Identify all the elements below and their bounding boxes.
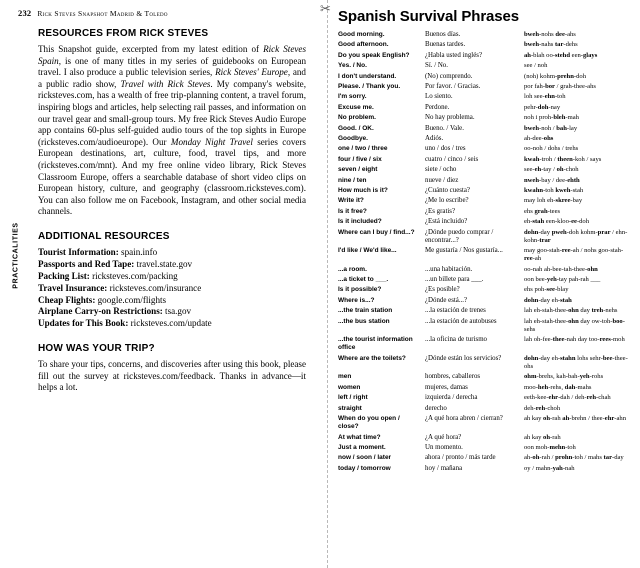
phrase-english: one / two / three [338, 145, 388, 153]
phrase-spanish: Un momento. [425, 443, 463, 451]
phrase-pronunciation: deh-reh-choh [524, 404, 561, 412]
phrase-spanish: derecho [425, 404, 447, 412]
table-row [338, 175, 634, 185]
phrase-spanish: Perdone. [425, 103, 450, 111]
table-row [338, 354, 634, 373]
phrase-spanish: hoy / mañana [425, 464, 463, 472]
phrase-pronunciation: dohn-day eh-stahn lohs sehr-bee-thee-ohs [524, 354, 628, 371]
phrase-pronunciation: kwahn-toh kweh-stah [524, 186, 584, 194]
resource-label: Cheap Flights: [38, 294, 96, 305]
phrase-english: Good afternoon. [338, 41, 389, 49]
phrase-english: Good. / OK. [338, 124, 374, 132]
table-row [338, 92, 634, 102]
phrase-spanish: Adiós. [425, 135, 444, 142]
table-row [338, 285, 634, 295]
phrase-pronunciation: lah eh-stah-thee-ohn day treh-nehs [524, 307, 618, 315]
table-row [338, 317, 634, 336]
scissors-icon: ✂ [320, 1, 331, 16]
phrase-spanish: (No) comprendo. [425, 72, 473, 80]
phrase-spanish: Buenos días. [425, 31, 461, 39]
phrase-english: left / right [338, 394, 368, 402]
phrase-pronunciation: ah-blah oo-stehd een-glays [524, 51, 598, 59]
phrase-pronunciation: see-eh-tay / oh-choh [524, 166, 579, 174]
table-row [338, 433, 634, 443]
table-row [338, 124, 634, 134]
resource-value: spain.info [118, 246, 158, 257]
phrase-spanish: ¿Está incluido? [425, 218, 468, 226]
phrases-table [338, 30, 634, 474]
phrase-english: straight [338, 404, 362, 412]
table-row [338, 207, 634, 217]
phrase-pronunciation: lah oh-fee-thee-nah day too-rees-moh [524, 336, 625, 344]
table-row [338, 103, 634, 113]
phrase-english: four / five / six [338, 155, 382, 163]
phrase-english: ...the tourist information office [338, 336, 413, 352]
phrase-pronunciation: ehs grah-tees [524, 207, 561, 215]
table-row [338, 383, 634, 393]
phrase-pronunciation: oo-noh / dohs / trehs [524, 145, 579, 153]
table-row [338, 443, 634, 453]
phrase-english: Do you speak English? [338, 51, 410, 59]
phrase-pronunciation: ah kay oh-rah ah-brehn / thee-ehr-ahn [524, 415, 627, 422]
phrase-pronunciation: bweh-nahs tar-dehs [524, 41, 578, 49]
table-row [338, 275, 634, 285]
phrase-spanish: ¿Cuánto cuesta? [425, 186, 470, 194]
table-row [338, 165, 634, 175]
phrase-pronunciation: may loh eh-skree-bay [524, 197, 583, 205]
phrase-english: nine / ten [338, 176, 367, 184]
phrase-english: ...a room. [338, 265, 367, 273]
table-row [338, 265, 634, 275]
phrase-spanish: ¿Me lo escribe? [425, 197, 469, 205]
table-row [338, 414, 634, 433]
phrase-english: today / tomorrow [338, 464, 391, 472]
list-item [38, 283, 306, 295]
table-row [338, 227, 634, 246]
table-row [338, 134, 634, 144]
phrase-english: I'm sorry. [338, 93, 367, 101]
phrase-spanish: mujeres, damas [425, 383, 468, 391]
resource-value: travel.state.gov [134, 258, 193, 269]
chapter-tab: PRACTICALITIES [12, 222, 20, 289]
phrase-pronunciation: may goo-stah-ree-ah / nohs goo-stah-ree-ah [524, 247, 624, 263]
resources-paragraph: This Snapshot guide, excerpted from my latest edition of Rick Steves Spain, is one of many titles in my series of guidebooks on European travel. I also produce a public television series, Rick Steves' Europe, and a public radio show, Travel with Rick Steves. My company's website, ricksteves.com, has a wealth of free trip-planning content, a travel forum, inspiring blogs and articles, help selecting rail passes, and information on our travel gear and small-group tours. My free Rick Steves Audio Europe app contains 60-plus self-guided audio tours of the top sights in Europe (ricksteves.com/audioeurope). Our Monday Night Travel series covers European destinations, art, culture, food, travel tips, and more (ricksteves.com/mnt). And my free online video library, Rick Steves Classroom Europe, offers a searchable database of short video clips on European history, culture, and geography (classroom.ricksteves.com). You can also follow me on Facebook, Instagram, and other social media channels. [38, 44, 306, 217]
right-page [336, 0, 636, 568]
phrase-pronunciation: eeth-kee-ehr-dah / deh-reh-chah [524, 394, 611, 402]
phrase-spanish: Bueno. / Vale. [425, 124, 464, 132]
phrase-pronunciation: ah kay oh-rah [524, 433, 561, 441]
phrase-english: Goodbye. [338, 135, 368, 142]
phrase-pronunciation: loh see-ehn-toh [524, 93, 566, 101]
phrase-english: Just a moment. [338, 443, 386, 451]
table-row [338, 246, 634, 265]
phrase-english: I'd like / We'd like... [338, 247, 397, 255]
section-title-resources: RESOURCES FROM RICK STEVES [38, 28, 209, 39]
resource-value: tsa.gov [162, 306, 192, 317]
phrase-english: ...the bus station [338, 317, 390, 325]
phrase-spanish: ...la oficina de turismo [425, 336, 487, 344]
table-row [338, 464, 634, 474]
phrase-pronunciation: por fah-bor / grah-thee-ahs [524, 83, 596, 91]
phrase-spanish: Lo siento. [425, 93, 453, 101]
table-row [338, 72, 634, 82]
table-row [338, 296, 634, 306]
table-row [338, 40, 634, 50]
resource-label: Tourist Information: [38, 246, 119, 257]
phrase-pronunciation: dohn-day eh-stah [524, 296, 572, 304]
phrase-spanish: ...una habitación. [425, 265, 473, 273]
phrase-spanish: Me gustaría / Nos gustaría... [425, 247, 503, 255]
phrase-pronunciation: bweh-nohs dee-ahs [524, 31, 576, 39]
table-row [338, 404, 634, 414]
phrase-pronunciation: see / noh [524, 62, 548, 70]
phrase-spanish: ¿A qué hora? [425, 433, 462, 441]
phrase-spanish: ¿Dónde está...? [425, 296, 468, 304]
table-row [338, 393, 634, 403]
phrase-spanish: ¿Habla usted inglés? [425, 51, 483, 59]
phrase-english: Please. / Thank you. [338, 83, 401, 91]
phrase-pronunciation: oon moh-mehn-toh [524, 443, 576, 451]
phrase-english: Where is...? [338, 296, 375, 304]
table-row [338, 113, 634, 123]
page-number: 232 [18, 8, 32, 18]
phrase-english: I don't understand. [338, 72, 397, 80]
phrase-pronunciation: pehr-doh-nay [524, 103, 561, 111]
phrase-spanish: nueve / diez [425, 176, 459, 184]
phrase-spanish: cuatro / cinco / seis [425, 155, 479, 163]
phrase-pronunciation: ohm-brehs, kah-bah-yeh-rohs [524, 373, 604, 381]
phrase-spanish: ahora / pronto / más tarde [425, 454, 496, 462]
resource-label: Updates for This Book: [38, 318, 129, 329]
perforation-line [327, 0, 328, 568]
phrase-pronunciation: dohn-day pweh-doh kohm-prar / ehn-kohn-trar [524, 228, 628, 244]
running-head-title: Rick Steves Snapshot Madrid & Toledo [37, 9, 168, 18]
table-row [338, 82, 634, 92]
phrase-english: How much is it? [338, 186, 388, 194]
phrase-pronunciation: ah-oh-rah / prohn-toh / mahs tar-day [524, 454, 624, 462]
left-page [0, 0, 318, 568]
table-row [338, 335, 634, 354]
table-row [338, 61, 634, 71]
phrase-spanish: No hay problema. [425, 114, 475, 122]
phrase-english: ...a ticket to ___. [338, 276, 389, 284]
phrase-spanish: ...un billete para ___. [425, 276, 484, 284]
phrase-english: Excuse me. [338, 103, 374, 111]
trip-paragraph: To share your tips, concerns, and discoveries after using this book, please fill out the survey at ricksteves.com/feedback. Thanks in advance—it helps a lot. [38, 359, 306, 393]
phrase-spanish: ¿Dónde puedo comprar / encontrar...? [425, 228, 494, 244]
resource-label: Airplane Carry-on Restrictions: [38, 306, 163, 317]
resource-label: Travel Insurance: [38, 282, 108, 293]
list-item [38, 247, 306, 259]
table-row [338, 453, 634, 463]
phrase-english: Write it? [338, 197, 364, 205]
phrase-spanish: ¿A qué hora abren / cierran? [425, 415, 503, 422]
phrase-pronunciation: oo-nah ah-bee-tah-thee-ohn [524, 265, 598, 273]
running-head [18, 8, 308, 18]
phrase-pronunciation: eh-stah een-kloo-ee-doh [524, 218, 590, 226]
phrase-pronunciation: bweh-noh / bah-lay [524, 124, 578, 132]
phrase-spanish: ¿Es posible? [425, 286, 460, 294]
phrase-spanish: ¿Dónde están los servicios? [425, 354, 502, 362]
left-column [38, 28, 306, 400]
phrase-english: When do you open / close? [338, 415, 400, 431]
phrase-pronunciation: oon bee-yeh-tay pah-rah ___ [524, 276, 601, 284]
table-row [338, 51, 634, 61]
phrase-english: At what time? [338, 433, 381, 441]
phrase-english: Where can I buy / find...? [338, 228, 415, 236]
resource-list [38, 247, 306, 330]
phrase-spanish: Buenas tardes. [425, 41, 466, 49]
resource-label: Packing List: [38, 270, 90, 281]
phrase-english: men [338, 373, 352, 381]
phrase-spanish: ¿Es gratis? [425, 207, 456, 215]
phrase-spanish: hombres, caballeros [425, 373, 481, 381]
phrase-spanish: Por favor. / Gracias. [425, 83, 481, 91]
table-row [338, 186, 634, 196]
phrase-spanish: izquierda / derecha [425, 394, 478, 402]
table-row [338, 196, 634, 206]
phrase-pronunciation: (noh) kohm-prehn-doh [524, 72, 586, 80]
phrase-english: Is it free? [338, 207, 367, 215]
phrase-english: now / soon / later [338, 454, 392, 462]
phrase-spanish: ...la estación de autobuses [425, 317, 497, 325]
list-item [38, 271, 306, 283]
table-row [338, 155, 634, 165]
phrase-pronunciation: kwah-troh / theen-koh / says [524, 155, 602, 163]
phrase-english: seven / eight [338, 166, 378, 174]
table-row [338, 372, 634, 382]
table-row [338, 217, 634, 227]
phrase-english: Where are the toilets? [338, 354, 406, 362]
page-title: Spanish Survival Phrases [338, 8, 520, 25]
phrase-english: women [338, 383, 361, 391]
phrase-spanish: siete / ocho [425, 166, 457, 174]
phrase-english: Yes. / No. [338, 62, 367, 70]
phrase-pronunciation: nweh-bay / dee-ehth [524, 176, 580, 184]
phrase-pronunciation: noh i proh-bleh-mah [524, 114, 579, 122]
phrase-spanish: ...la estación de trenes [425, 307, 486, 315]
phrase-english: Good morning. [338, 31, 385, 39]
phrase-english: No problem. [338, 114, 376, 122]
table-row [338, 30, 634, 40]
phrase-pronunciation: ehs poh-see-blay [524, 286, 569, 294]
table-row [338, 144, 634, 154]
phrase-pronunciation: oy / mahn-yah-nah [524, 464, 575, 472]
phrase-english: ...the train station [338, 307, 393, 315]
resource-value: ricksteves.com/update [128, 318, 212, 329]
phrase-pronunciation: lah eh-stah-thee-ohn day ow-toh-boo-sehs [524, 317, 625, 333]
section-title-trip: HOW WAS YOUR TRIP? [38, 343, 155, 355]
phrase-pronunciation: moo-heh-rehs, dah-mahs [524, 383, 592, 391]
resource-value: ricksteves.com/insurance [107, 282, 202, 293]
phrase-english: Is it included? [338, 218, 382, 226]
list-item [38, 259, 306, 271]
phrase-english: Is it possible? [338, 286, 382, 294]
section-title-additional: ADDITIONAL RESOURCES [38, 230, 170, 242]
resource-value: ricksteves.com/packing [89, 270, 178, 281]
table-row [338, 306, 634, 316]
phrase-spanish: uno / dos / tres [425, 145, 466, 153]
phrase-pronunciation: ah-dee-ohs [524, 135, 554, 142]
list-item [38, 295, 306, 307]
phrase-spanish: Sí. / No. [425, 62, 448, 70]
resource-label: Passports and Red Tape: [38, 258, 135, 269]
list-item [38, 306, 306, 318]
resource-value: google.com/flights [95, 294, 167, 305]
list-item [38, 318, 306, 330]
